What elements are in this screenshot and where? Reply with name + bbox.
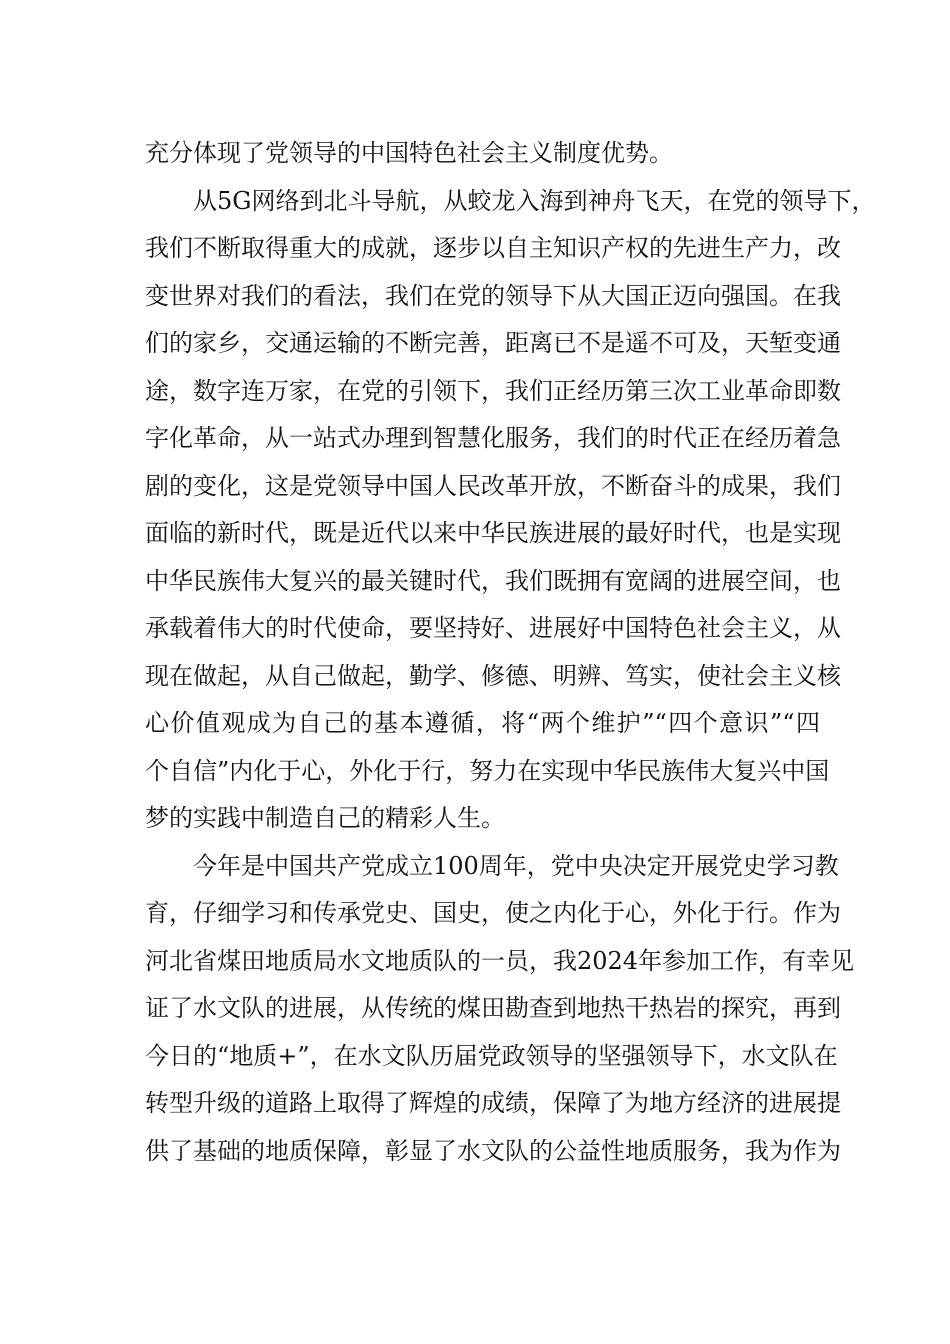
text-line: 证了水文队的进展，从传统的煤田勘查到地热干热岩的探究，再到	[145, 994, 841, 1022]
paragraph	[145, 178, 876, 843]
text-line: 字化革命，从一站式办理到智慧化服务，我们的时代正在经历着急	[145, 424, 841, 452]
text-line: 面临的新时代，既是近代以来中华民族进展的最好时代，也是实现	[145, 519, 841, 547]
text-line: 供了基础的地质保障，彰显了水文队的公益性地质服务，我为作为	[145, 1136, 841, 1165]
text-line: 今日的“地质+”，在水文队历届党政领导的坚强领导下，水文队在	[145, 1041, 838, 1070]
document-body	[145, 130, 876, 1175]
text-line: 中华民族伟大复兴的最关键时代，我们既拥有宽阔的进展空间，也	[145, 566, 841, 595]
text-line: 今年是中国共产党成立100周年，党中央决定开展党史学习教	[193, 851, 839, 880]
text-line: 我们不断取得重大的成就，逐步以自主知识产权的先进生产力，改	[145, 234, 841, 262]
paragraph	[145, 843, 855, 1176]
text-line: 从5G网络到北斗导航，从蛟龙入海到神舟飞天，在党的领导下，	[193, 186, 876, 215]
paragraph	[145, 130, 820, 178]
text-line: 个自信”内化于心，外化于行，努力在实现中华民族伟大复兴中国	[145, 756, 830, 785]
text-line: 变世界对我们的看法，我们在党的领导下从大国正迈向强国。在我	[145, 281, 841, 310]
text-line: 育，仔细学习和传承党史、国史，使之内化于心，外化于行。作为	[145, 899, 841, 927]
text-line: 现在做起，从自己做起，勤学、修德、明辨、笃实，使社会主义核	[145, 661, 841, 690]
text-line: 梦的实践中制造自己的精彩人生。	[145, 804, 505, 832]
text-line: 们的家乡，交通运输的不断完善，距离已不是遥不可及，天堑变通	[145, 329, 841, 357]
text-line: 转型升级的道路上取得了辉煌的成绩，保障了为地方经济的进展提	[145, 1089, 841, 1117]
text-line: 承载着伟大的时代使命，要坚持好、进展好中国特色社会主义，从	[145, 614, 841, 642]
text-line: 充分体现了党领导的中国特色社会主义制度优势。	[145, 139, 673, 167]
text-line: 河北省煤田地质局水文地质队的一员，我2024年参加工作，有幸见	[145, 946, 855, 975]
text-line: 途，数字连万家，在党的引领下，我们正经历第三次工业革命即数	[145, 376, 841, 405]
text-line: 剧的变化，这是党领导中国人民改革开放，不断奋斗的成果，我们	[145, 471, 841, 500]
text-line: 心价值观成为自己的基本遵循，将“两个维护”“四个意识”“四	[145, 709, 820, 737]
